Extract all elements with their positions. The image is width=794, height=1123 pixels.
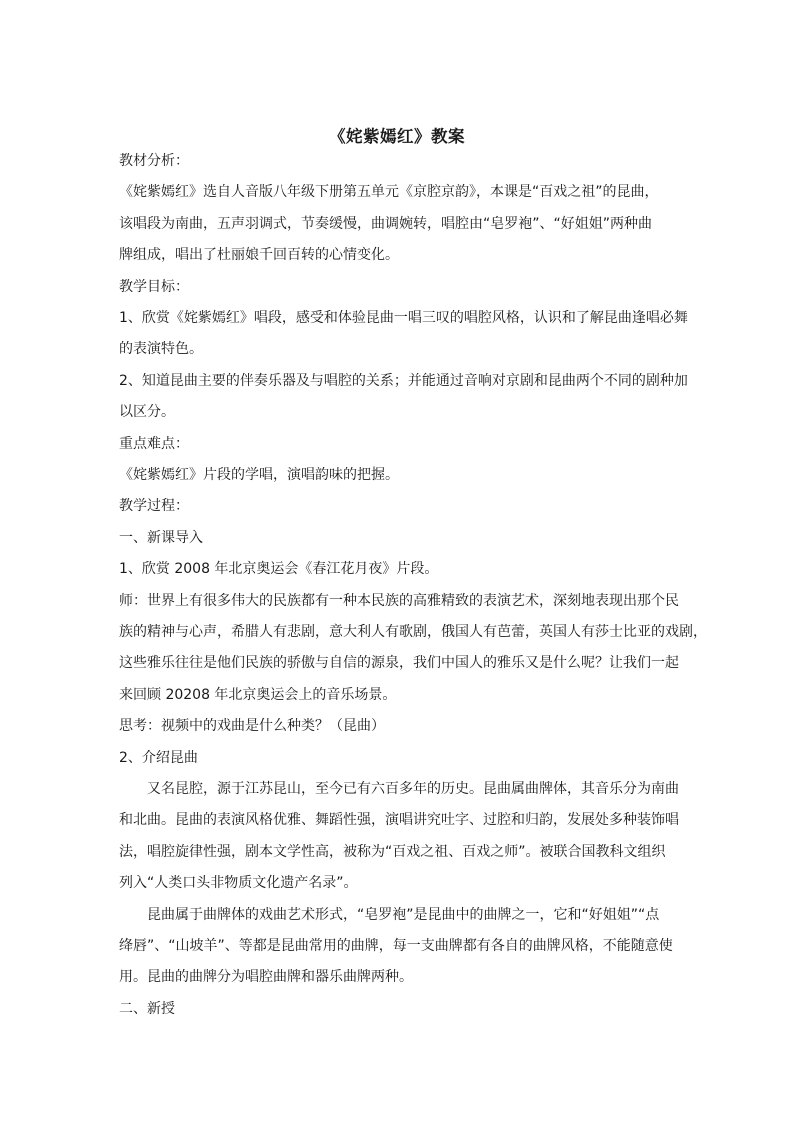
paragraph-line: 牌组成，唱出了杜丽娘千回百转的心情变化。	[119, 247, 399, 263]
paragraph-line: 族的精神与心声，希腊人有悲剧，意大利人有歌剧，俄国人有芭蕾，英国人有莎士比亚的戏剧，	[119, 624, 707, 640]
paragraph-line: 用。昆曲的曲牌分为唱腔曲牌和器乐曲牌两种。	[119, 969, 413, 985]
page-title: 《姹紫嫣红》教案	[329, 127, 465, 146]
paragraph-line: 昆曲属于曲牌体的戏曲艺术形式，“皂罗袍”是昆曲中的曲牌之一，它和“好姐姐”“点	[147, 907, 660, 923]
paragraph-line: 《姹紫嫣红》选自人音版八年级下册第五单元《京腔京韵》，本课是“百戏之祖”的昆曲，	[119, 184, 659, 200]
paragraph-line: 又名昆腔，源于江苏昆山，至今已有六百多年的历史。昆曲属曲牌体，其音乐分为南曲	[147, 781, 679, 797]
section-heading-key-points: 重点难点：	[119, 436, 189, 452]
subheading-new-lesson-intro: 一、新课导入	[119, 530, 203, 546]
paragraph-line: 《姹紫嫣红》片段的学唱，演唱韵味的把握。	[119, 467, 399, 483]
paragraph-line: 师：世界上有很多伟大的民族都有一种本民族的高雅精致的表演艺术，深刻地表现出那个民	[119, 593, 679, 609]
paragraph-line: 思考：视频中的戏曲是什么种类？（昆曲）	[119, 718, 385, 734]
paragraph-line: 以区分。	[119, 404, 175, 420]
paragraph-line: 该唱段为南曲，五声羽调式，节奏缓慢，曲调婉转，唱腔由“皂罗袍”、“好姐姐”两种曲	[119, 216, 653, 232]
paragraph-line: 这些雅乐往往是他们民族的骄傲与自信的源泉，我们中国人的雅乐又是什么呢？让我们一起	[119, 655, 679, 671]
paragraph-line: 的表演特色。	[119, 341, 203, 357]
paragraph-line: 法，唱腔旋律性强，剧本文学性高，被称为“百戏之祖、百戏之师”。被联合国教科文组织	[119, 844, 666, 860]
paragraph-line: 绛唇”、“山坡羊”、等都是昆曲常用的曲牌，每一支曲牌都有各自的曲牌风格，不能随意使	[119, 938, 673, 954]
section-heading-teaching-goals: 教学目标：	[119, 279, 189, 295]
paragraph-line: 来回顾 20208 年北京奥运会上的音乐场景。	[119, 687, 397, 703]
paragraph-line: 和北曲。昆曲的表演风格优雅、舞蹈性强，演唱讲究吐字、过腔和归韵，发展处多种装饰唱	[119, 812, 679, 828]
subheading-intro-kunqu: 2、介绍昆曲	[119, 750, 198, 766]
section-heading-teaching-process: 教学过程：	[119, 498, 189, 514]
paragraph-line: 2、知道昆曲主要的伴奏乐器及与唱腔的关系；并能通过音响对京剧和昆曲两个不同的剧种加	[119, 373, 688, 389]
subheading-new-teaching: 二、新授	[119, 1001, 175, 1017]
paragraph-line: 列入“人类口头非物质文化遗产名录”。	[119, 875, 358, 891]
paragraph-line: 1、欣赏 2008 年北京奥运会《春江花月夜》片段。	[119, 561, 439, 577]
section-heading-material-analysis: 教材分析：	[119, 153, 189, 169]
paragraph-line: 1、欣赏《姹紫嫣红》唱段，感受和体验昆曲一唱三叹的唱腔风格，认识和了解昆曲逢唱必舞	[119, 310, 688, 326]
